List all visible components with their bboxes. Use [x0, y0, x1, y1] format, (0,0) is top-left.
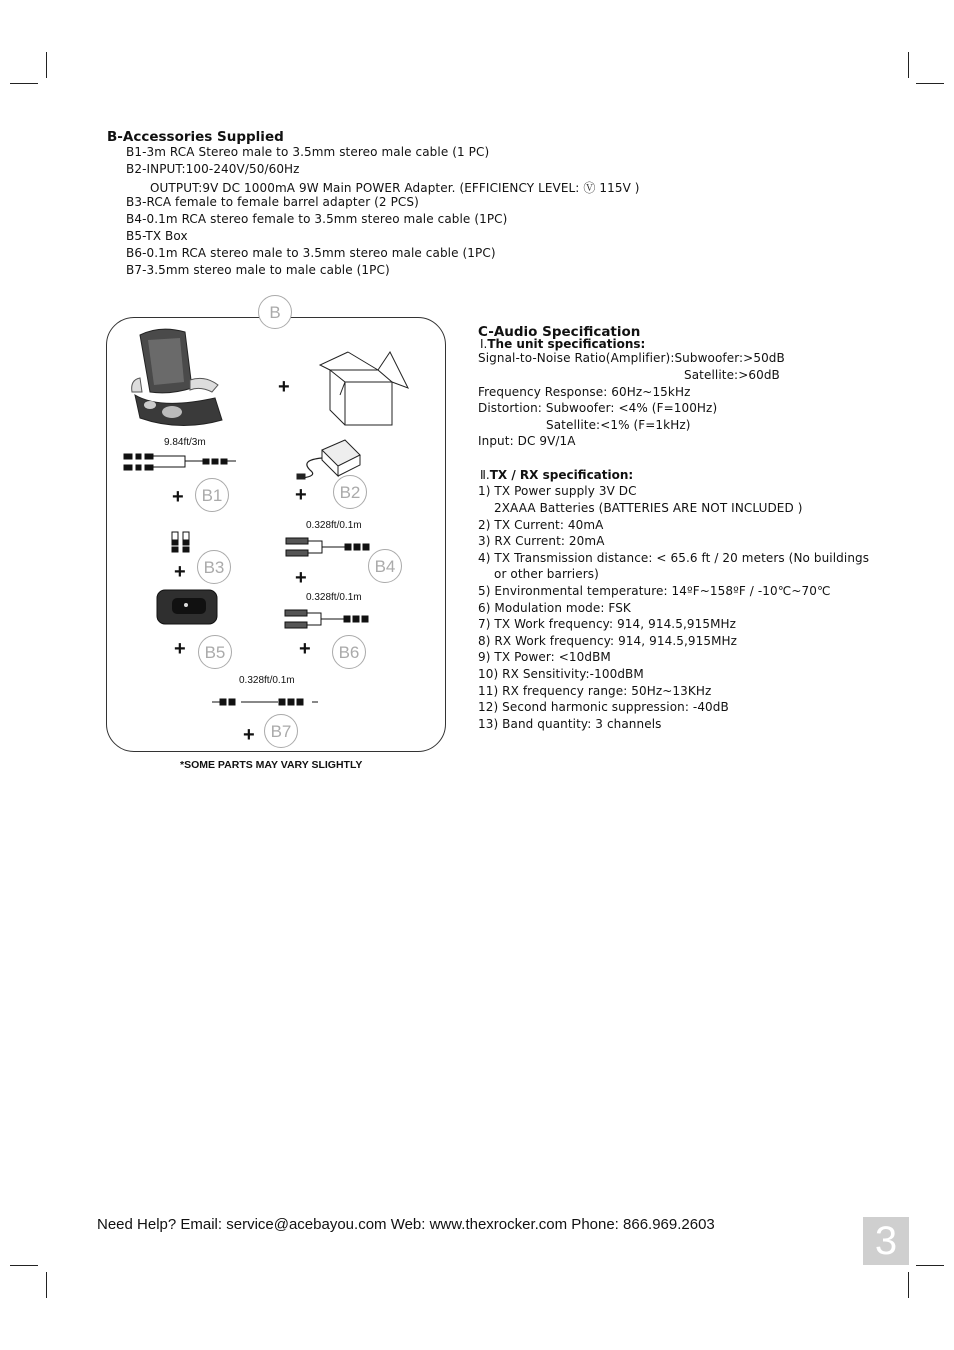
plus-sign: + — [295, 567, 307, 589]
spec-line: Input: DC 9V/1A — [478, 434, 576, 448]
spec-line: Distortion: Subwoofer: <4% (F=100Hz) — [478, 401, 718, 415]
b6-cable-image — [285, 610, 368, 628]
accessory-item: B4-0.1m RCA stereo female to 3.5mm stereo male cable (1PC) — [126, 212, 508, 226]
b6-label: B6 — [332, 635, 366, 669]
unit-spec-heading: Ⅰ.The unit specifications: — [480, 337, 646, 351]
b2-adapter-image — [297, 440, 360, 479]
b3-label: B3 — [197, 550, 231, 584]
spec-line: 9) TX Power: <10dBM — [478, 650, 611, 664]
plus-sign: + — [172, 486, 184, 508]
spec-line: Signal-to-Noise Ratio(Amplifier):Subwoofer:>50dB — [478, 351, 785, 365]
spec-line: 2) TX Current: 40mA — [478, 518, 604, 532]
spec-line: 5) Environmental temperature: 14ºF~158ºF / -10℃~70℃ — [478, 584, 831, 598]
b4-label: B4 — [368, 549, 402, 583]
spec-line: 8) RX Work frequency: 914, 914.5,915MHz — [478, 634, 738, 648]
txrx-spec-heading: Ⅱ.TX / RX specification: — [480, 468, 634, 482]
plus-sign: + — [295, 484, 307, 506]
b5-label: B5 — [198, 635, 232, 669]
parts-vary-note: *SOME PARTS MAY VARY SLIGHTLY — [180, 759, 363, 771]
spec-line: 3) RX Current: 20mA — [478, 534, 605, 548]
box-image — [320, 352, 408, 425]
diagram-b-label: B — [258, 295, 292, 329]
b5-tx-box-image — [157, 590, 217, 624]
b7-length: 0.328ft/0.1m — [239, 675, 295, 686]
spec-line: 11) RX frequency range: 50Hz~13KHz — [478, 684, 712, 698]
spec-line: 10) RX Sensitivity:-100dBM — [478, 667, 644, 681]
b7-cable-image — [212, 699, 318, 705]
accessory-item: B2-INPUT:100-240V/50/60Hz — [126, 162, 300, 176]
spec-line: 7) TX Work frequency: 914, 914.5,915MHz — [478, 617, 737, 631]
page-number: 3 — [863, 1217, 909, 1265]
plus-sign: + — [243, 724, 255, 746]
spec-line: Satellite:>60dB — [684, 368, 780, 382]
accessory-item: B5-TX Box — [126, 229, 188, 243]
spec-line: 6) Modulation mode: FSK — [478, 601, 631, 615]
accessory-item: OUTPUT:9V DC 1000mA 9W Main POWER Adapter. (EFFICIENCY LEVEL: Ⓥ 115V ) — [150, 181, 640, 195]
accessory-item: B3-RCA female to female barrel adapter (2 PCS) — [126, 195, 419, 209]
spec-line: 2XAAA Batteries (BATTERIES ARE NOT INCLUDED ) — [494, 501, 803, 515]
accessory-item: B6-0.1m RCA stereo male to 3.5mm stereo male cable (1PC) — [126, 246, 496, 260]
b6-length: 0.328ft/0.1m — [306, 592, 362, 603]
b4-cable-image — [286, 538, 369, 556]
spec-line: 12) Second harmonic suppression: -40dB — [478, 700, 729, 714]
help-footer: Need Help? Email: service@acebayou.com Web: www.thexrocker.com Phone: 866.969.2603 — [97, 1216, 715, 1233]
plus-sign: + — [278, 376, 290, 398]
b1-cable-image — [124, 454, 236, 470]
spec-line: or other barriers) — [494, 567, 599, 581]
spec-line: 13) Band quantity: 3 channels — [478, 717, 662, 731]
accessory-item: B1-3m RCA Stereo male to 3.5mm stereo male cable (1 PC) — [126, 145, 490, 159]
plus-sign: + — [174, 638, 186, 660]
b3-barrel-image — [172, 532, 189, 552]
b4-length: 0.328ft/0.1m — [306, 520, 362, 531]
b1-length: 9.84ft/3m — [164, 437, 206, 448]
plus-sign: + — [174, 561, 186, 583]
spec-line: 1) TX Power supply 3V DC — [478, 484, 637, 498]
b1-label: B1 — [195, 478, 229, 512]
accessories-title: B-Accessories Supplied — [107, 129, 284, 145]
b7-label: B7 — [264, 714, 298, 748]
audio-spec-title: C-Audio Specification — [478, 324, 641, 340]
gaming-chair-image — [132, 329, 222, 425]
plus-sign: + — [299, 638, 311, 660]
accessory-item: B7-3.5mm stereo male to male cable (1PC) — [126, 263, 390, 277]
spec-line: Satellite:<1% (F=1kHz) — [546, 418, 691, 432]
spec-line: Frequency Response: 60Hz~15kHz — [478, 385, 691, 399]
b2-label: B2 — [333, 475, 367, 509]
spec-line: 4) TX Transmission distance: < 65.6 ft / 20 meters (No buildings — [478, 551, 870, 565]
